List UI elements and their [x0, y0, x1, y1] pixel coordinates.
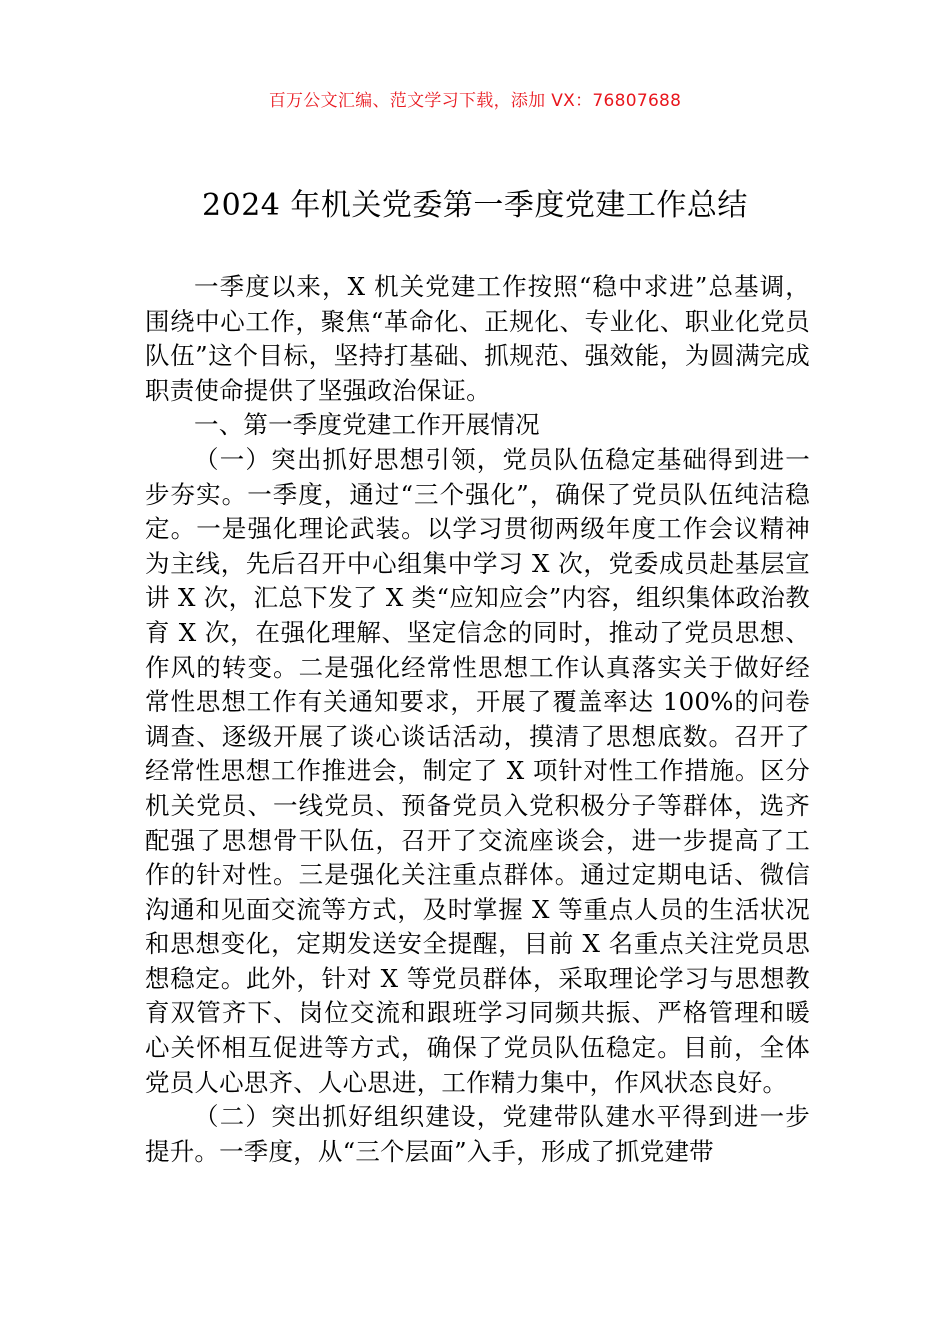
document-title: 2024 年机关党委第一季度党建工作总结: [202, 188, 748, 223]
watermark-banner: 百万公文汇编、范文学习下载，添加 VX：76807688: [268, 91, 682, 111]
paragraph-subsection-1: （一）突出抓好思想引领，党员队伍稳定基础得到进一步夯实。一季度，通过“三个强化”，确保了党员队伍纯洁稳定。一是强化理论武装。以学习贯彻两级年度工作会议精神为主线，先后召开中心组集中学习 X 次，党委成员赴基层宣讲 X 次，汇总下发了 X 类“应知应会”内容，组织集体政治教育 X 次，在强化理解、坚定信念的同时，推动了党员思想、作风的转变。二是强化经常性思想工作认真落实关于做好经常性思想工作有关通知要求，开展了覆盖率达 100%的问卷调查、逐级开展了谈心谈话活动，摸清了思想底数。召开了经常性思想工作推进会，制定了 X 项针对性工作措施。区分机关党员、一线党员、预备党员入党积极分子等群体，选齐配强了思想骨干队伍，召开了交流座谈会，进一步提高了工作的针对性。三是强化关注重点群体。通过定期电话、微信沟通和见面交流等方式，及时掌握 X 等重点人员的生活状况和思想变化，定期发送安全提醒，目前 X 名重点关注党员思想稳定。此外，针对 X 等党员群体，采取理论学习与思想教育双管齐下、岗位交流和跟班学习同频共振、严格管理和暖心关怀相互促进等方式，确保了党员队伍稳定。目前，全体党员人心思齐、人心思进，工作精力集中，作风状态良好。: [145, 444, 810, 1097]
section-heading: 一、第一季度党建工作开展情况: [194, 410, 540, 440]
paragraph-subsection-2: （二）突出抓好组织建设，党建带队建水平得到进一步提升。一季度，从“三个层面”入手，形成了抓党建带: [145, 1102, 810, 1166]
document-body: [145, 270, 810, 1169]
paragraph-intro: 一季度以来，X 机关党建工作按照“稳中求进”总基调，围绕中心工作，聚焦“革命化、正规化、专业化、职业化党员队伍”这个目标，坚持打基础、抓规范、强效能，为圆满完成职责使命提供了坚强政治保证。: [145, 272, 810, 405]
